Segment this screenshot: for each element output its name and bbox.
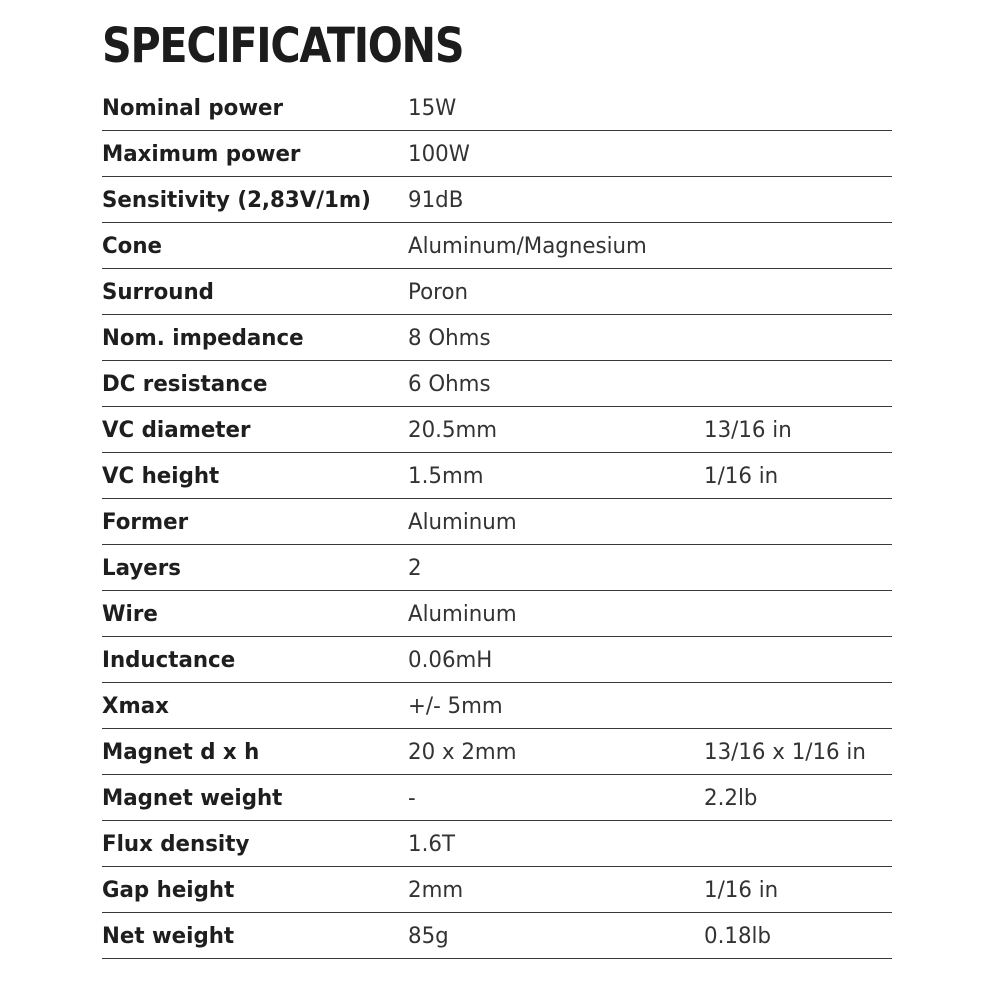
spec-sheet	[102, 18, 892, 959]
spec-row	[102, 821, 892, 867]
spec-row	[102, 913, 892, 959]
spec-row	[102, 223, 892, 269]
spec-label: Wire	[102, 602, 158, 627]
spec-value: -	[408, 786, 416, 811]
spec-value: 1.6T	[408, 832, 455, 857]
spec-value: 91dB	[408, 188, 464, 213]
spec-row	[102, 269, 892, 315]
spec-label: Magnet d x h	[102, 740, 260, 765]
spec-value: 2	[408, 556, 422, 581]
spec-label: Gap height	[102, 878, 235, 903]
spec-label: Nominal power	[102, 96, 284, 121]
spec-value: 15W	[408, 96, 457, 121]
spec-imperial-value: 1/16 in	[704, 464, 779, 489]
spec-table	[102, 80, 892, 959]
spec-value: Aluminum	[408, 510, 517, 535]
spec-label: DC resistance	[102, 372, 268, 397]
spec-label: Magnet weight	[102, 786, 283, 811]
spec-value: Poron	[408, 280, 469, 305]
spec-row	[102, 775, 892, 821]
spec-imperial-value: 13/16 x 1/16 in	[704, 740, 866, 765]
spec-value: Aluminum	[408, 602, 517, 627]
spec-value: 85g	[408, 924, 449, 949]
spec-label: Surround	[102, 280, 214, 305]
spec-row	[102, 361, 892, 407]
spec-value: 8 Ohms	[408, 326, 491, 351]
spec-row	[102, 729, 892, 775]
spec-label: Former	[102, 510, 189, 535]
spec-value: 20.5mm	[408, 418, 498, 443]
spec-imperial-value: 1/16 in	[704, 878, 779, 903]
spec-row	[102, 591, 892, 637]
spec-row	[102, 545, 892, 591]
spec-row	[102, 867, 892, 913]
spec-value: 100W	[408, 142, 470, 167]
page-title: SPECIFICATIONS	[102, 18, 464, 74]
spec-label: Layers	[102, 556, 181, 581]
spec-row	[102, 315, 892, 361]
spec-label: Inductance	[102, 648, 236, 673]
spec-row	[102, 683, 892, 729]
spec-value: 20 x 2mm	[408, 740, 517, 765]
spec-row	[102, 131, 892, 177]
spec-row	[102, 637, 892, 683]
spec-value: 1.5mm	[408, 464, 484, 489]
spec-label: Net weight	[102, 924, 235, 949]
spec-row	[102, 80, 892, 131]
spec-value: 2mm	[408, 878, 464, 903]
spec-row	[102, 407, 892, 453]
spec-value: 6 Ohms	[408, 372, 491, 397]
spec-label: Xmax	[102, 694, 169, 719]
spec-imperial-value: 13/16 in	[704, 418, 792, 443]
spec-row	[102, 453, 892, 499]
spec-value: 0.06mH	[408, 648, 493, 673]
spec-label: Sensitivity (2,83V/1m)	[102, 188, 371, 213]
spec-label: Flux density	[102, 832, 250, 857]
spec-label: VC height	[102, 464, 220, 489]
spec-value: +/- 5mm	[408, 694, 503, 719]
spec-imperial-value: 0.18lb	[704, 924, 771, 949]
spec-row	[102, 499, 892, 545]
spec-value: Aluminum/Magnesium	[408, 234, 647, 259]
spec-label: Cone	[102, 234, 162, 259]
spec-label: VC diameter	[102, 418, 251, 443]
spec-row	[102, 177, 892, 223]
spec-label: Maximum power	[102, 142, 301, 167]
spec-label: Nom. impedance	[102, 326, 304, 351]
spec-imperial-value: 2.2lb	[704, 786, 758, 811]
